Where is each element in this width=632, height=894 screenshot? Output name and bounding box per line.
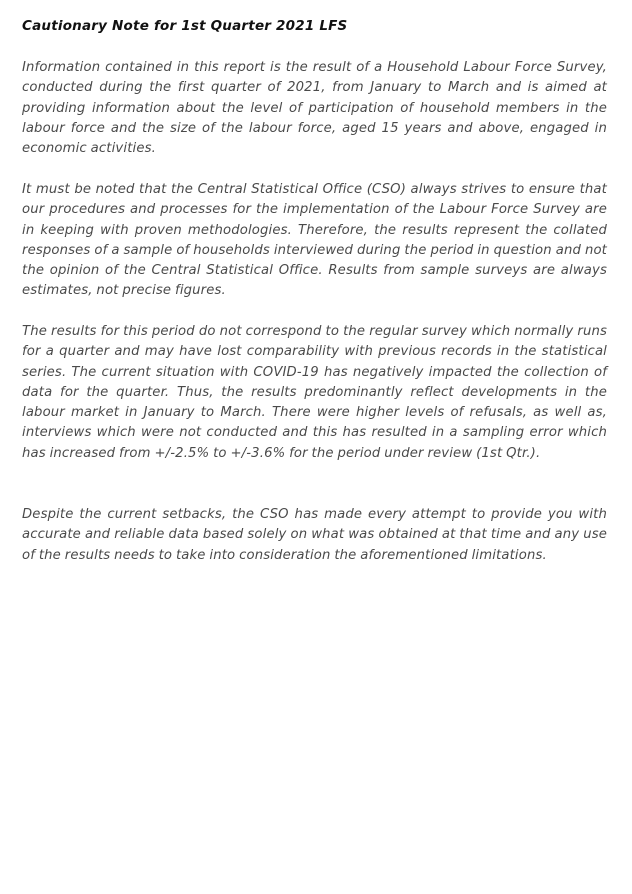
paragraph-methodology-note: It must be noted that the Central Statistical Office (CSO) always strives to ensure that our procedures and processes for the implementation of the Labour Force Survey are in keeping with proven methodologies. Therefore, the results represent the collated responses of a sample of households interviewed during the period in question and not the opinion of the Central Statistical Office. Results from sample surveys are always estimates, not precise figures. <box>22 182 607 299</box>
paragraph-survey-information: Information contained in this report is the result of a Household Labour Force Survey, conducted during the first quarter of 2021, from January to March and is aimed at providing information about the level of participation of household members in the labour force and the size of the labour force, aged 15 years and above, engaged in economic activities. <box>22 60 607 157</box>
paragraph-covid-impact: The results for this period do not correspond to the regular survey which normally runs for a quarter and may have lost comparability with previous records in the statistical series. The current situation with COVID-19 has negatively impacted the collection of data for the quarter. Thus, the results predominantly reflect developments in the labour market in January to March. There were higher levels of refusals, as well as, interviews which were not conducted and this has resulted in a sampling error which has increased from +/-2.5% to +/-3.6% for the period under review (1st Qtr.). <box>22 324 607 461</box>
paragraph-limitations: Despite the current setbacks, the CSO has made every attempt to provide you with accurate and reliable data based solely on what was obtained at that time and any use of the results needs to take into consideration the aforementioned limitations. <box>22 507 607 563</box>
document-title: Cautionary Note for 1st Quarter 2021 LFS <box>22 18 348 34</box>
